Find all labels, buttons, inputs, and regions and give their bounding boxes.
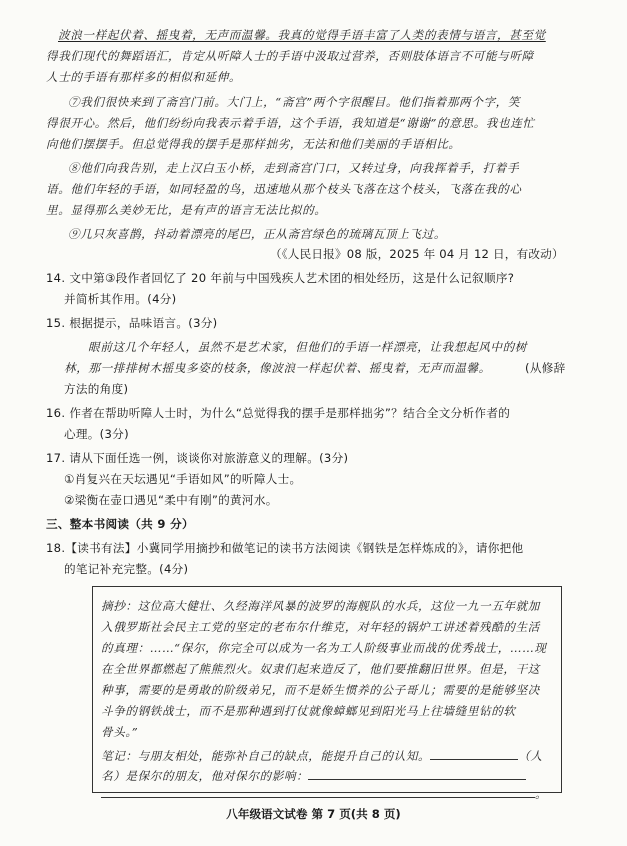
- question-17-option-1: ①肖复兴在天坛遇见“手语如风”的听障人士。: [64, 472, 302, 486]
- question-15-hint: (从修辞: [525, 361, 566, 375]
- question-14: 14. 文中第③段作者回忆了 20 年前与中国残疾人艺术团的相处经历，这是什么记叙顺序?: [46, 271, 515, 285]
- passage-source: （《人民日报》08 版，2025 年 04 月 12 日，有改动）: [270, 247, 564, 261]
- question-15-quote: 林，那一排排树木摇曳多姿的枝条，像波浪一样起伏着、摇曳着，无声而温馨。: [64, 361, 491, 375]
- passage-line: 人士的手语有那样多的相似和延伸。: [46, 70, 242, 84]
- note-end: 。: [535, 787, 548, 801]
- name-answer-blank[interactable]: [430, 747, 518, 760]
- question-18-cont: 的笔记补充完整。(4分): [64, 562, 189, 576]
- question-16-cont: 心理。(3分): [64, 427, 129, 441]
- note-text: 名）是保尔的朋友，他对保尔的影响：: [101, 769, 309, 783]
- passage-line: ⑧他们向我告别，走上汉白玉小桥，走到斋宫门口，又转过身，向我挥着手，打着手: [68, 161, 520, 175]
- question-16: 16. 作者在帮助听障人士时，为什么“总觉得我的摆手是那样拙劣”？结合全文分析作者的: [46, 406, 511, 420]
- question-15-hint-cont: 方法的角度): [64, 382, 129, 396]
- excerpt-line: 种事，需要的是勇敢的阶级弟兄，而不是娇生惯养的公子哥儿；需要的是能够坚决: [101, 683, 540, 697]
- page-footer: 八年级语文试卷 第 7 页(共 8 页): [226, 807, 401, 821]
- excerpt-line: 的真理：……“保尔，你完全可以成为一名为工人阶级事业而战的优秀战士，……现: [101, 641, 547, 655]
- question-18: 18.【读书有法】小冀同学用摘抄和做笔记的读书方法阅读《钢铁是怎样炼成的》，请你把他: [46, 541, 524, 555]
- excerpt-line: 在全世界都燃起了熊熊烈火。奴隶们起来造反了，他们要推翻旧世界。但是，干这: [101, 662, 540, 676]
- passage-line: 里。显得那么美妙无比，是有声的语言无法比拟的。: [46, 203, 327, 217]
- passage-line: 得很开心。然后，他们纷纷向我表示着手语，这个手语，我知道是“谢谢”的意思。我也连忙: [46, 116, 535, 130]
- passage-line: 语。他们年轻的手语，如同轻盈的鸟，迅速地从那个枝头飞落在这个枝头，飞落在我的心: [46, 182, 522, 196]
- note-line-2: [101, 767, 526, 785]
- influence-answer-blank-2[interactable]: [101, 785, 535, 798]
- passage-line: ⑦我们很快来到了斋宫门前。大门上，“斋宫”两个字很醒目。他们指着那两个字，笑: [68, 95, 521, 109]
- question-17-option-2: ②梁衡在壶口遇见“柔中有刚”的黄河水。: [64, 493, 278, 507]
- passage-line: 得我们现代的舞蹈语汇，肯定从听障人士的手语中汲取过营养，否则肢体语言不可能与听障: [46, 49, 534, 63]
- excerpt-line: 斗争的钢铁战士，而不是那种遇到打仗就像蟑螂见到阳光马上往墙缝里钻的软: [101, 704, 516, 718]
- question-15-quote: 眼前这几个年轻人，虽然不是艺术家，但他们的手语一样漂亮，让我想起风中的树: [88, 340, 527, 354]
- passage-line: ⑨几只灰喜鹊，抖动着漂亮的尾巴，正从斋宫绿色的琉璃瓦顶上飞过。: [68, 227, 447, 241]
- section-3-title: 三、整本书阅读（共 9 分）: [46, 517, 194, 531]
- passage-line: 向他们摆摆手。但总觉得我的摆手是那样拙劣，无法和他们美丽的手语相比。: [46, 137, 461, 151]
- excerpt-line: 入俄罗斯社会民主工党的坚定的老布尔什维克，对年轻的锅炉工讲述着残酷的生活: [101, 620, 540, 634]
- passage-line: 波浪一样起伏着、摇曳着，无声而温馨。我真的觉得手语丰富了人类的表情与语言，甚至觉: [58, 28, 546, 42]
- notes-box: [92, 586, 562, 801]
- excerpt-line: 摘抄：这位高大健壮、久经海洋风暴的波罗的海舰队的水兵，这位一九一五年就加: [101, 599, 540, 613]
- influence-answer-blank[interactable]: [308, 767, 526, 780]
- excerpt-line: 骨头。”: [101, 725, 139, 739]
- note-text: 笔记：与朋友相处，能弥补自己的缺点，能提升自己的认知。: [101, 749, 431, 763]
- question-14-cont: 并简析其作用。(4分): [64, 292, 177, 306]
- question-15: 15. 根据提示，品味语言。(3分): [46, 316, 218, 330]
- note-line-3: [101, 785, 547, 803]
- question-17: 17. 请从下面任选一例，谈谈你对旅游意义的理解。(3分): [46, 451, 349, 465]
- note-paren: （人: [518, 749, 543, 763]
- note-line-1: [101, 747, 543, 765]
